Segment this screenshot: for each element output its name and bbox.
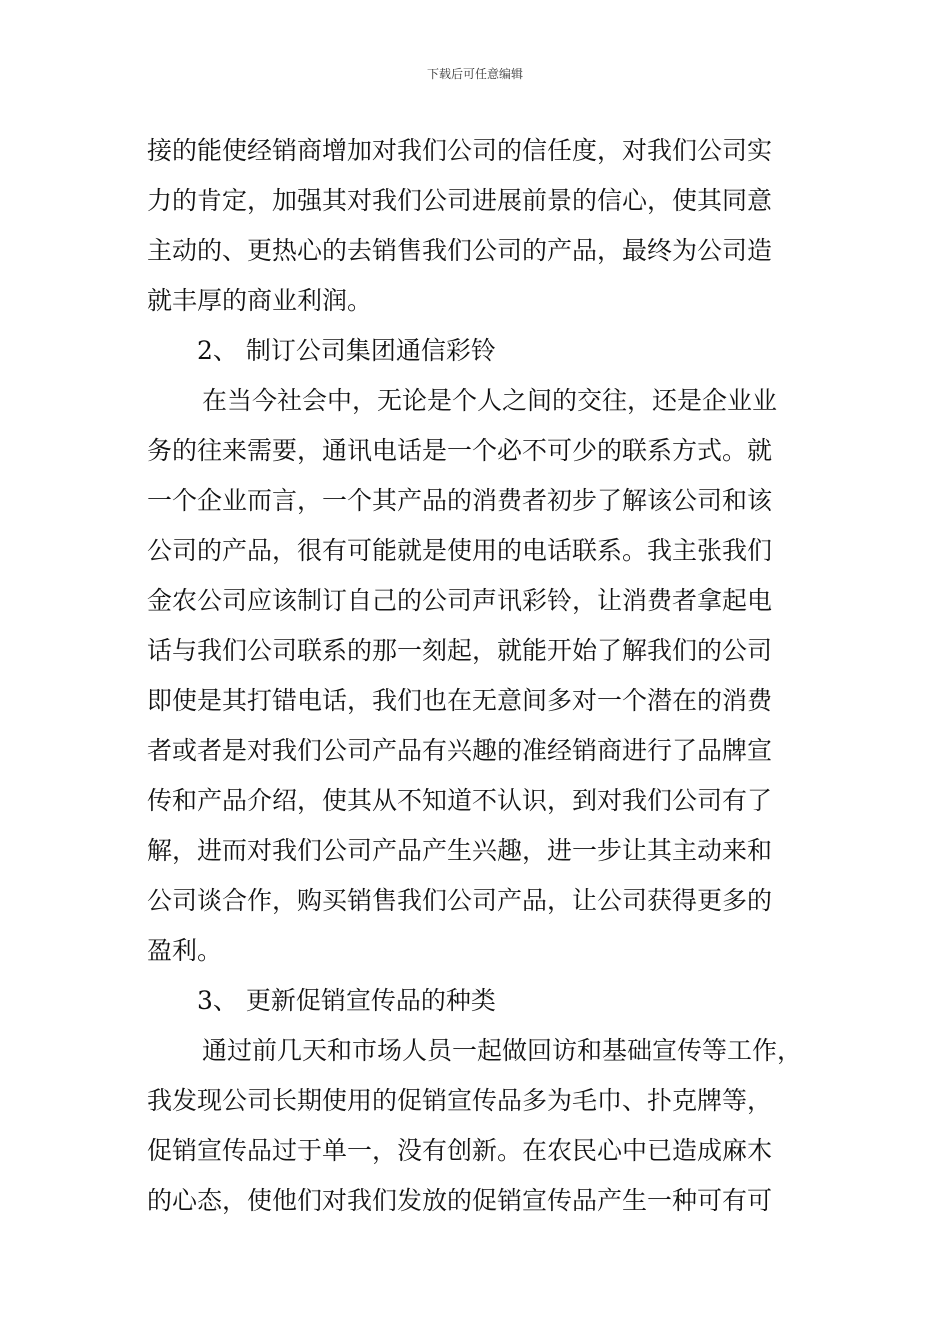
text-line: 者或者是对我们公司产品有兴趣的准经销商进行了品牌宣 [147,736,773,765]
body-text [147,126,817,1226]
text-line: 公司的产品，很有可能就是使用的电话联系。我主张我们 [147,536,773,565]
text-line: 务的往来需要，通讯电话是一个必不可少的联系方式。就 [147,436,773,465]
text-line: 公司谈合作，购买销售我们公司产品，让公司获得更多的 [147,886,773,915]
text-line: 话与我们公司联系的那一刻起，就能开始了解我们的公司 [147,636,773,665]
text-line: 传和产品介绍，使其从不知道不认识，到对我们公司有了 [147,786,773,815]
text-line: 盈利。 [147,936,223,965]
text-line: 一个企业而言，一个其产品的消费者初步了解该公司和该 [147,486,773,515]
text-line: 即使是其打错电话，我们也在无意间多对一个潜在的消费 [147,686,773,715]
page-header: 下载后可任意编辑 [426,67,523,81]
text-line: 解，进而对我们公司产品产生兴趣，进一步让其主动来和 [147,836,773,865]
text-line: 的心态，使他们对我们发放的促销宣传品产生一种可有可 [147,1186,773,1215]
paragraph-start: 通过前几天和市场人员一起做回访和基础宣传等工作， [202,1036,803,1065]
section-heading-3: 3、 更新促销宣传品的种类 [197,986,496,1015]
text-line: 我发现公司长期使用的促销宣传品多为毛巾、扑克牌等， [147,1086,773,1115]
paragraph-start: 在当今社会中，无论是个人之间的交往，还是企业业 [202,386,778,415]
section-heading-2: 2、 制订公司集团通信彩铃 [197,336,496,365]
text-line: 金农公司应该制订自己的公司声讯彩铃，让消费者拿起电 [147,586,773,615]
text-line: 促销宣传品过于单一，没有创新。在农民心中已造成麻木 [147,1136,773,1165]
text-line: 就丰厚的商业利润。 [147,286,373,315]
text-line: 主动的、更热心的去销售我们公司的产品，最终为公司造 [147,236,773,265]
text-line: 力的肯定，加强其对我们公司进展前景的信心，使其同意 [147,186,773,215]
text-line: 接的能使经销商增加对我们公司的信任度，对我们公司实 [147,136,773,165]
